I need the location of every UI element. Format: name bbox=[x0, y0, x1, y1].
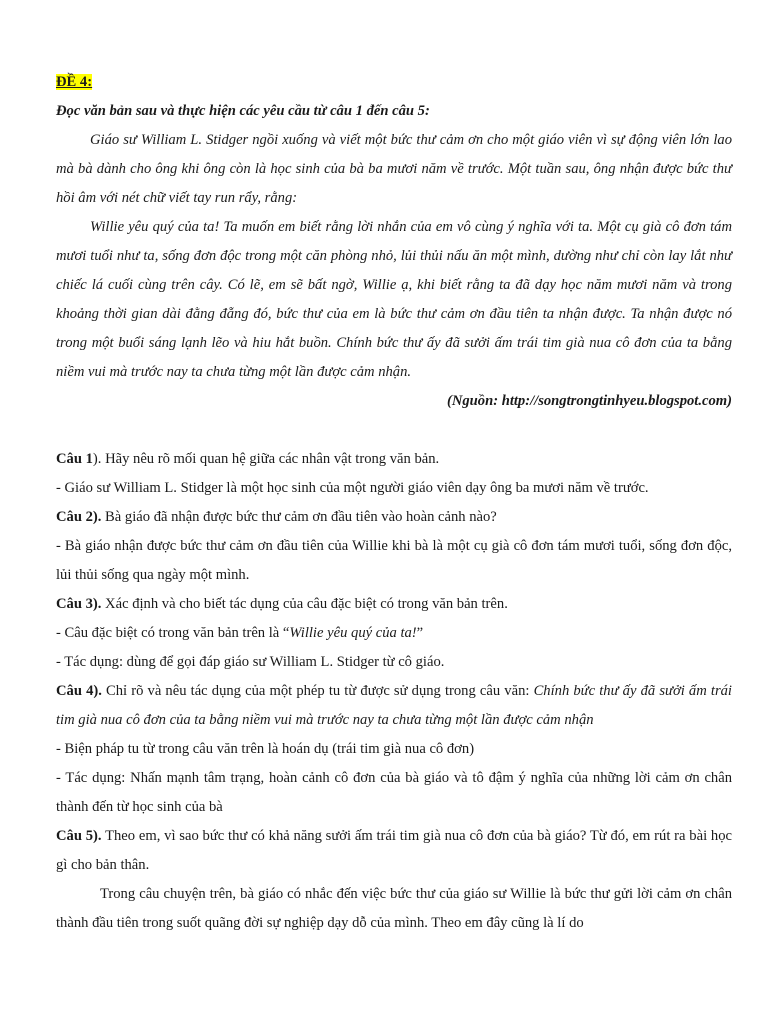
exam-title bbox=[56, 68, 732, 97]
question-4 bbox=[56, 677, 732, 735]
question-1-text: ). Hãy nêu rõ mối quan hệ giữa các nhân vật trong văn bản. bbox=[92, 451, 440, 467]
question-2-label: Câu 2). bbox=[56, 509, 102, 525]
answer-3a bbox=[56, 619, 732, 648]
question-4-quote: Chính bức thư ấy đã sưởi ấm trái tim già nua cô đơn của ta bằng niềm vui mà trước nay ta chưa từng một lần được cảm nhận bbox=[56, 683, 732, 728]
question-2-text: Bà giáo đã nhận được bức thư cảm ơn đầu tiên vào hoàn cảnh nào? bbox=[101, 509, 497, 525]
answer-5: Trong câu chuyện trên, bà giáo có nhắc đến việc bức thư của giáo sư Willie là bức thư gửi lời cảm ơn chân thành đầu tiên trong suốt quãng đời sự nghiệp dạy dỗ của mình. Theo em đây cũng là lí do bbox=[56, 886, 732, 931]
answer-4b: - Tác dụng: Nhấn mạnh tâm trạng, hoàn cảnh cô đơn của bà giáo và tô đậm ý nghĩa của những lời cảm ơn chân thành đến từ học sinh của bà bbox=[56, 770, 732, 815]
answer-3a-prefix: - Câu đặc biệt có trong văn bản trên là “ bbox=[56, 625, 290, 641]
answer-1: - Giáo sư William L. Stidger là một học sinh của một người giáo viên dạy ông ba mươi năm về trước. bbox=[56, 480, 649, 496]
answer-4a: - Biện pháp tu từ trong câu văn trên là hoán dụ (trái tim già nua cô đơn) bbox=[56, 741, 475, 757]
question-3 bbox=[56, 590, 732, 619]
question-4-text: Chỉ rõ và nêu tác dụng của một phép tu từ được sử dụng trong câu văn: bbox=[101, 683, 534, 699]
question-3-text: Xác định và cho biết tác dụng của câu đặc biệt có trong văn bản trên. bbox=[101, 596, 508, 612]
question-5-label: Câu 5). bbox=[56, 828, 102, 844]
question-2 bbox=[56, 503, 732, 532]
answer-2: - Bà giáo nhận được bức thư cảm ơn đầu tiên của Willie khi bà là một cụ già cô đơn tám mươi tuổi, sống đơn độc, lủi thủi sống qua ngày một mình. bbox=[56, 538, 732, 583]
question-1-label: Câu 1 bbox=[56, 451, 93, 467]
question-4-label: Câu 4). bbox=[56, 683, 102, 699]
answer-3a-quote: Willie yêu quý của ta! bbox=[289, 625, 417, 641]
document-page bbox=[56, 68, 732, 938]
question-3-label: Câu 3). bbox=[56, 596, 102, 612]
passage-paragraph-1: Giáo sư William L. Stidger ngồi xuống và viết một bức thư cảm ơn cho một giáo viên vì sự động viên lớn lao mà bà dành cho ông khi ông còn là học sinh của bà ba mươi năm về trước. Một tuần sau, ông nhận được bức thư hồi âm với nét chữ viết tay run rẩy, rằng: bbox=[56, 132, 732, 206]
answer-3b: - Tác dụng: dùng để gọi đáp giáo sư William L. Stidger từ cô giáo. bbox=[56, 654, 445, 670]
question-5-text: Theo em, vì sao bức thư có khả năng sưởi ấm trái tim già nua cô đơn của bà giáo? Từ đó, em rút ra bài học gì cho bản thân. bbox=[56, 828, 733, 873]
instruction: Đọc văn bản sau và thực hiện các yêu cầu từ câu 1 đến câu 5: bbox=[56, 103, 430, 119]
spacer bbox=[56, 416, 732, 445]
source-citation: (Nguồn: http://songtrongtinhyeu.blogspot.com) bbox=[446, 393, 732, 409]
question-5 bbox=[56, 822, 732, 880]
question-1 bbox=[56, 445, 732, 474]
exam-title-text: ĐỀ 4: bbox=[56, 74, 93, 90]
passage-paragraph-2: Willie yêu quý của ta! Ta muốn em biết rằng lời nhắn của em vô cùng ý nghĩa với ta. Một cụ già cô đơn tám mươi tuổi như ta, sống đơn độc trong một căn phòng nhỏ, lủi thủi nấu ăn một mình, dường như chỉ còn lay lắt như chiếc lá cuối cùng trên cây. Có lẽ, em sẽ bất ngờ, Willie ạ, khi biết rằng ta đã dạy học năm mươi năm và trong khoảng thời gian dài đằng đẵng đó, bức thư của em là bức thư cảm ơn đầu tiên ta nhận được. Ta nhận được nó trong một buổi sáng lạnh lẽo và hiu hắt buồn. Chính bức thư ấy đã sưởi ấm trái tim già nua cô đơn của ta bằng niềm vui mà trước nay ta chưa từng một lần được cảm nhận. bbox=[56, 219, 732, 380]
answer-3a-suffix: ” bbox=[416, 625, 424, 641]
